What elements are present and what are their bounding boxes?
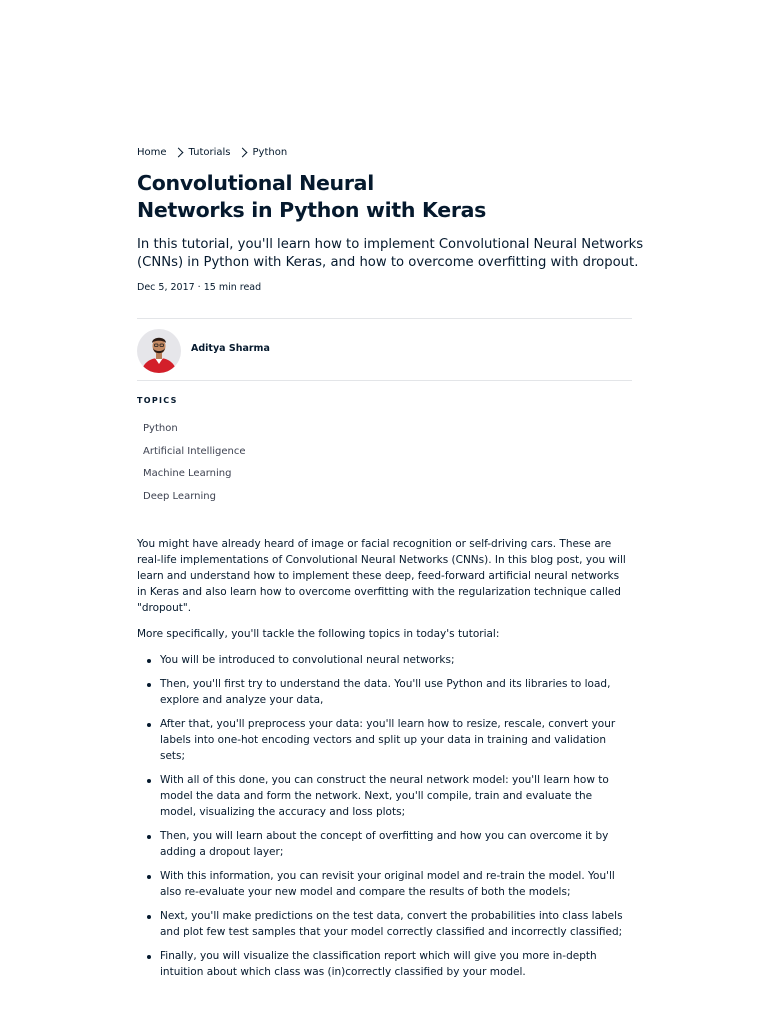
text-line: learn and understand how to implement these deep, feed-forward artificial neural networks	[137, 570, 620, 582]
topic-link-deep-learning[interactable]: Deep Learning	[143, 490, 216, 502]
list-item	[137, 868, 637, 900]
text-line: adding a dropout layer;	[160, 846, 284, 858]
text-line: With this information, you can revisit your original model and re-train the model. You'll	[160, 870, 615, 882]
text-line: You might have already heard of image or facial recognition or self-driving cars. These are	[137, 538, 612, 550]
topic-item	[143, 491, 246, 514]
intro-paragraph	[137, 536, 637, 616]
text-line: model, visualizing the accuracy and loss plots;	[160, 806, 406, 818]
article-body	[137, 536, 637, 988]
text-line: Next, you'll make predictions on the test data, convert the probabilities into class labels	[160, 910, 623, 922]
breadcrumb-tutorials[interactable]: Tutorials	[188, 147, 231, 158]
text-line: sets;	[160, 750, 186, 762]
avatar[interactable]	[137, 329, 181, 373]
list-item	[137, 772, 637, 820]
title-line: Networks in Python with Keras	[137, 198, 487, 222]
text-line: also re-evaluate your new model and compare the results of both the models;	[160, 886, 571, 898]
topic-link-artificial-intelligence[interactable]: Artificial Intelligence	[143, 445, 246, 457]
chevron-right-icon	[173, 148, 183, 158]
text-line: and plot few test samples that your model correctly classified and incorrectly classified;	[160, 926, 623, 938]
list-item	[137, 676, 637, 708]
title-line: Convolutional Neural	[137, 171, 374, 195]
topics-list	[143, 423, 246, 513]
text-line: model the data and form the network. Next, you'll compile, train and evaluate the	[160, 790, 593, 802]
breadcrumb-home[interactable]: Home	[137, 147, 167, 158]
topic-link-python[interactable]: Python	[143, 423, 178, 434]
text-line: Then, you'll first try to understand the data. You'll use Python and its libraries to load,	[160, 678, 611, 690]
breadcrumb-python[interactable]: Python	[252, 147, 288, 158]
list-item	[137, 716, 637, 764]
topic-link-machine-learning[interactable]: Machine Learning	[143, 468, 232, 479]
lead-paragraph: More specifically, you'll tackle the following topics in today's tutorial:	[137, 628, 500, 640]
text-line: real-life implementations of Convolutional Neural Networks (CNNs). In this blog post, you will	[137, 554, 626, 566]
chevron-right-icon	[237, 148, 247, 158]
divider	[137, 318, 632, 319]
author-name[interactable]: Aditya Sharma	[191, 343, 270, 354]
list-item	[137, 828, 637, 860]
list-item	[137, 948, 637, 980]
list-item	[137, 908, 637, 940]
article-meta: Dec 5, 2017 · 15 min read	[137, 282, 262, 293]
topic-item	[143, 423, 246, 446]
text-line: in Keras and also learn how to overcome overfitting with the regularization technique called	[137, 586, 621, 598]
article-subtitle	[137, 236, 644, 272]
text-line: Finally, you will visualize the classification report which will give you more in-depth	[160, 950, 597, 962]
text-line: "dropout".	[137, 602, 192, 614]
text-line: With all of this done, you can construct the neural network model: you'll learn how to	[160, 774, 609, 786]
text-line: explore and analyze your data,	[160, 694, 324, 706]
subtitle-line: In this tutorial, you'll learn how to implement Convolutional Neural Networks	[137, 237, 644, 252]
topic-item	[143, 446, 246, 469]
topic-item	[143, 468, 246, 491]
breadcrumb	[137, 147, 287, 158]
divider	[137, 380, 632, 381]
topics-heading: TOPICS	[137, 396, 178, 405]
text-line: Then, you will learn about the concept of overfitting and how you can overcome it by	[160, 830, 609, 842]
subtitle-line: (CNNs) in Python with Keras, and how to overcome overfitting with dropout.	[137, 255, 639, 270]
text-line: You will be introduced to convolutional neural networks;	[160, 654, 455, 666]
text-line: labels into one-hot encoding vectors and split up your data in training and validation	[160, 734, 606, 746]
page-title	[137, 170, 557, 224]
text-line: intuition about which class was (in)correctly classified by your model.	[160, 966, 526, 978]
list-item	[137, 652, 637, 668]
topic-bullet-list	[137, 652, 637, 980]
author-photo-icon	[137, 329, 181, 373]
text-line: After that, you'll preprocess your data: you'll learn how to resize, rescale, convert your	[160, 718, 616, 730]
